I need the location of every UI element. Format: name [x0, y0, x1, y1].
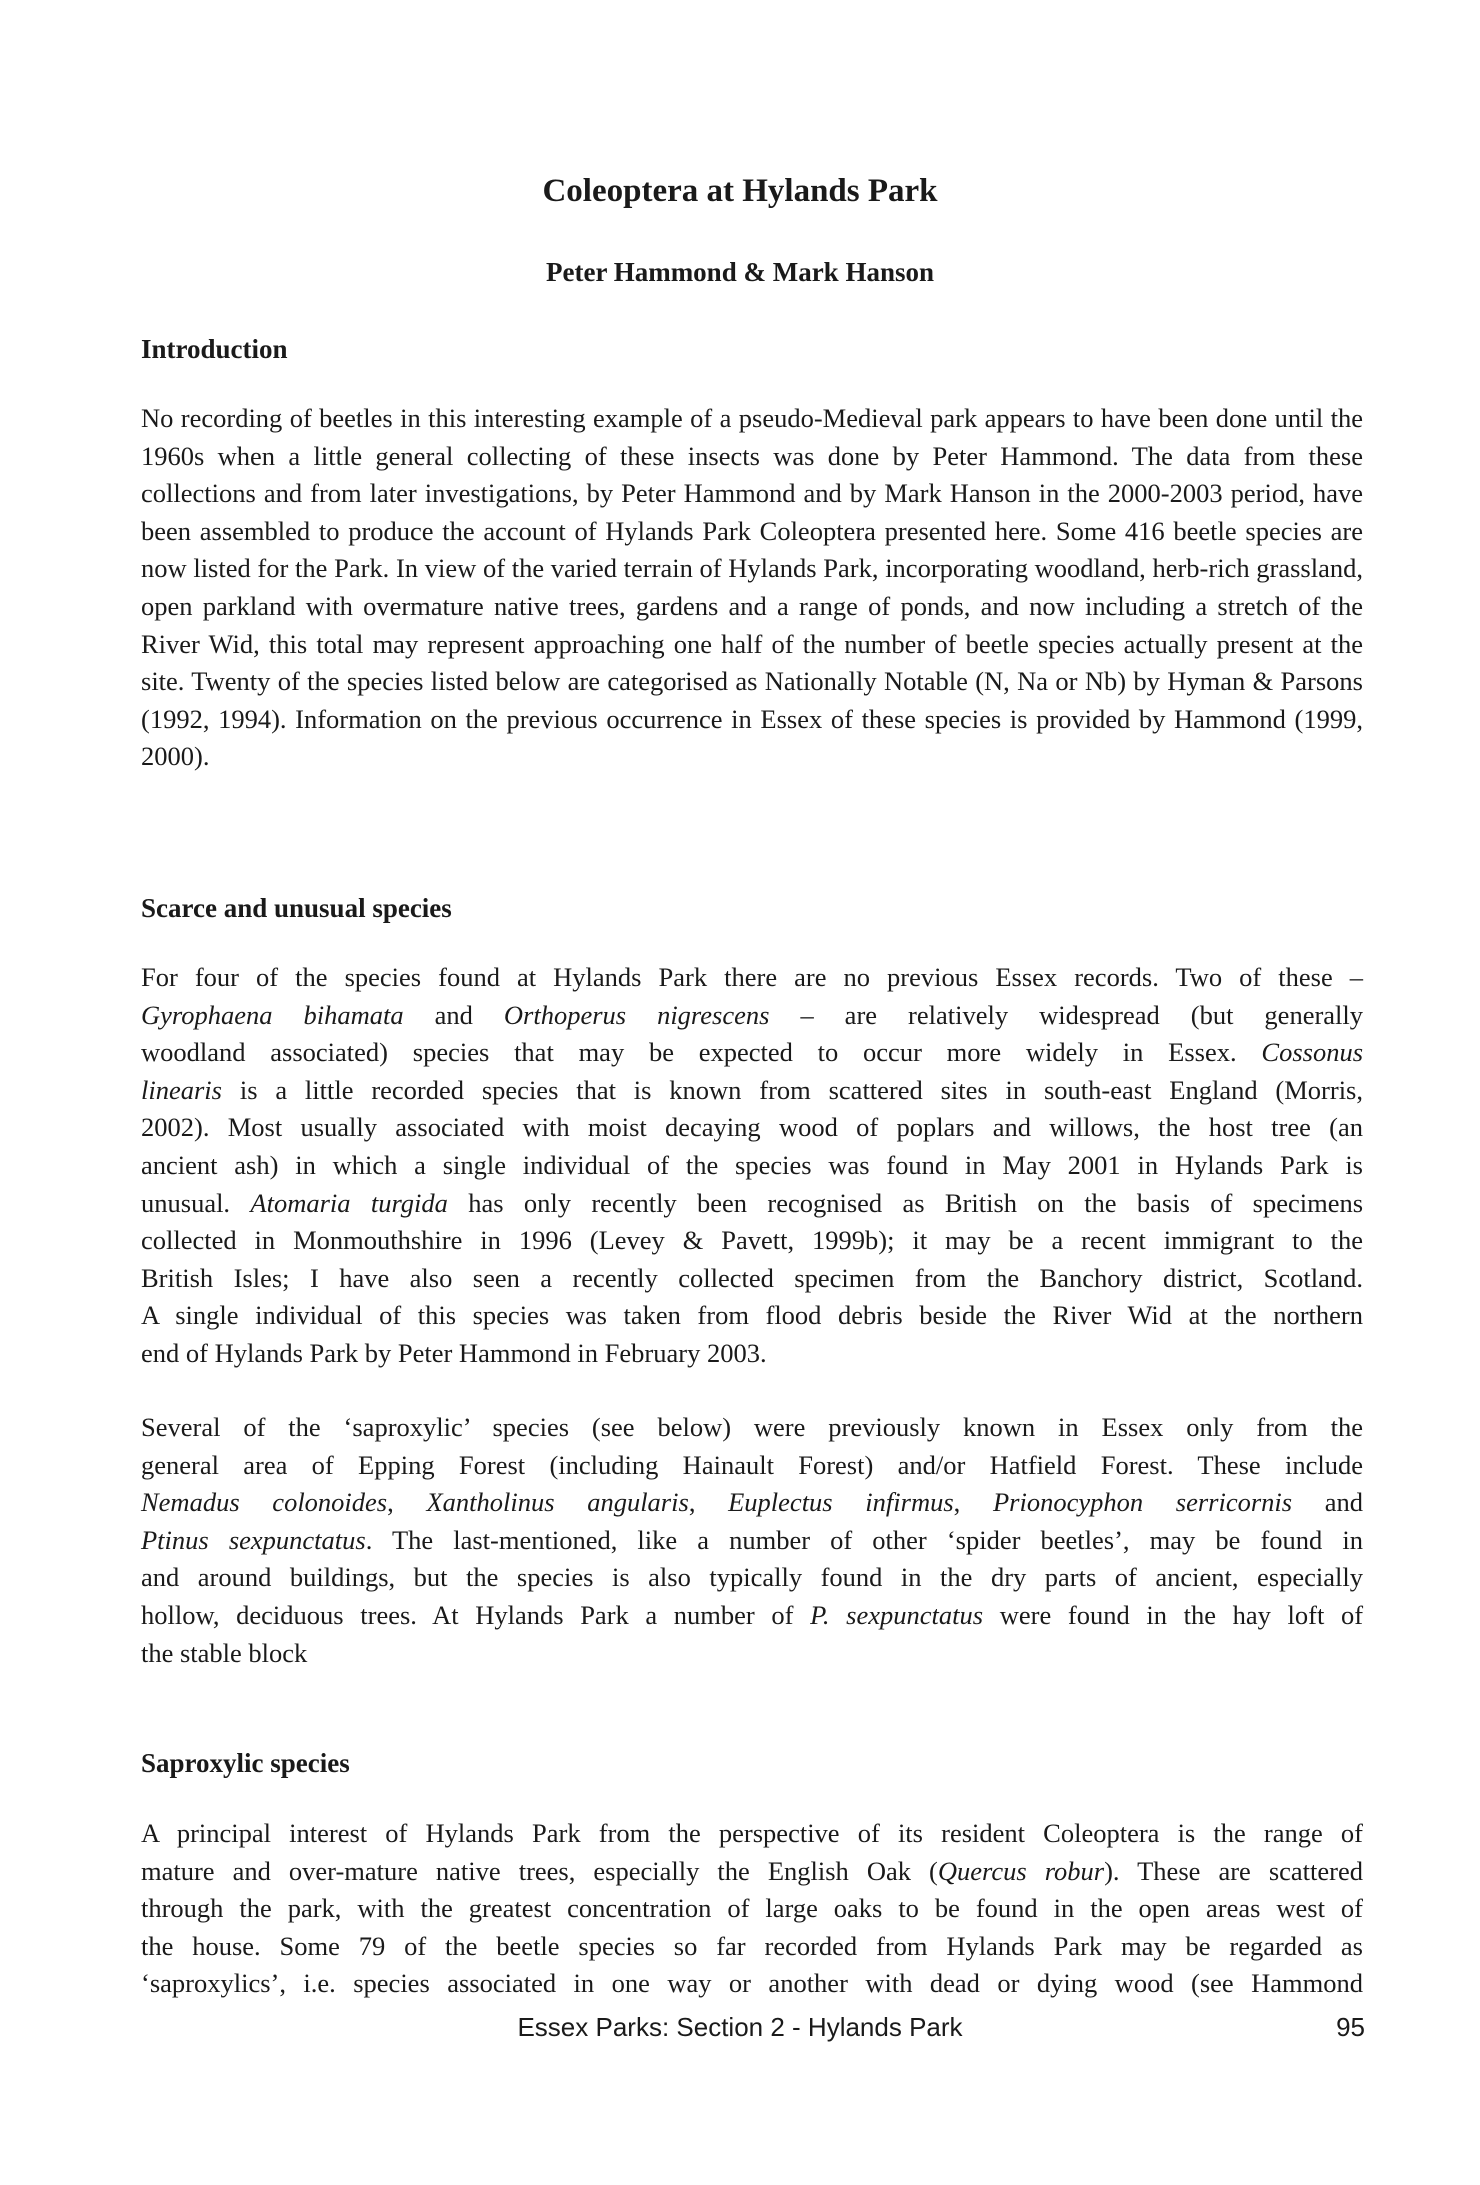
text-line: linearis is a little recorded species that is known from scattered sites in south-east England (Morris,: [141, 1074, 1363, 1105]
species-name: Gyrophaena bihamata: [141, 999, 404, 1030]
species-name: Prionocyphon serricornis: [992, 1487, 1293, 1518]
text-line: Several of the ‘saproxylic’ species (see below) were previously known in Essex only from the: [141, 1412, 1363, 1442]
text-line: collected in Monmouthshire in 1996 (Levey & Pavett, 1999b); it may be a recent immigrant to the: [141, 1225, 1363, 1256]
species-name: Atomaria turgida: [250, 1187, 448, 1218]
text-line: 2002). Most usually associated with moist decaying wood of poplars and willows, the host tree (an: [141, 1112, 1363, 1143]
text-line: Nemadus colonoides, Xantholinus angularis, Euplectus infirmus, Prionocyphon serricornis and: [141, 1487, 1364, 1518]
text-line: ‘saproxylics’, i.e. species associated in one way or another with dead or dying wood (see Hammond: [141, 1968, 1363, 1999]
section-heading-saproxylic: Saproxylic species: [141, 1748, 350, 1778]
species-name: Euplectus infirmus: [728, 1487, 954, 1518]
text-line: ancient ash) in which a single individual of the species was found in May 2001 in Hylands Park is: [141, 1149, 1363, 1180]
text-line: the house. Some 79 of the beetle species so far recorded from Hylands Park may be regarded as: [141, 1930, 1363, 1961]
text-line: end of Hylands Park by Peter Hammond in February 2003.: [141, 1337, 767, 1368]
text-line: hollow, deciduous trees. At Hylands Park a number of P. sexpunctatus were found in the hay loft of: [141, 1599, 1364, 1630]
article-authors: Peter Hammond & Mark Hanson: [546, 257, 934, 287]
text-line: general area of Epping Forest (including Hainault Forest) and/or Hatfield Forest. These include: [141, 1449, 1363, 1480]
text-line: the stable block: [141, 1637, 308, 1668]
running-title: Essex Parks: Section 2 - Hylands Park: [517, 2012, 963, 2042]
text-line: British Isles; I have also seen a recently collected specimen from the Banchory district, Scotland.: [141, 1262, 1363, 1293]
text-line: Ptinus sexpunctatus. The last-mentioned, like a number of other ‘spider beetles’, may be found in: [141, 1524, 1363, 1555]
text-line: through the park, with the greatest concentration of large oaks to be found in the open areas west of: [141, 1893, 1363, 1924]
species-name: linearis: [141, 1074, 222, 1105]
species-name: Orthoperus nigrescens: [503, 999, 770, 1030]
text-line: mature and over-mature native trees, especially the English Oak (Quercus robur). These are scattered: [141, 1855, 1363, 1886]
text-line: woodland associated) species that may be expected to occur more widely in Essex. Cossonus: [141, 1037, 1364, 1068]
species-name: Ptinus sexpunctatus: [141, 1524, 366, 1555]
species-name: Cossonus: [1261, 1037, 1364, 1068]
article-title: Coleoptera at Hylands Park: [542, 173, 938, 209]
species-name: Nemadus colonoides: [141, 1487, 388, 1518]
text-line: Gyrophaena bihamata and Orthoperus nigrescens – are relatively widespread (but generally: [141, 999, 1364, 1030]
species-name: Quercus robur: [937, 1855, 1105, 1886]
text-line: A principal interest of Hylands Park from the perspective of its resident Coleoptera is the range of: [141, 1818, 1363, 1848]
saproxylic-paragraph-1: [141, 1815, 1363, 2003]
scarce-paragraph-2: [141, 1409, 1363, 1672]
text-line: A single individual of this species was taken from flood debris beside the River Wid at the northern: [141, 1300, 1363, 1331]
species-name: Xantholinus angularis: [426, 1487, 689, 1518]
scarce-paragraph-1: [141, 959, 1363, 1373]
text-line: For four of the species found at Hylands Park there are no previous Essex records. Two of these –: [141, 962, 1363, 992]
section-heading-scarce: Scarce and unusual species: [141, 893, 452, 923]
species-name: P. sexpunctatus: [810, 1599, 984, 1630]
text-line: and around buildings, but the species is also typically found in the dry parts of ancient, especially: [141, 1562, 1363, 1593]
text-line: unusual. Atomaria turgida has only recently been recognised as British on the basis of specimens: [141, 1187, 1364, 1218]
section-heading-introduction: Introduction: [141, 334, 288, 364]
introduction-paragraph: No recording of beetles in this interesting example of a pseudo-Medieval park appears to have been done until the 1960s when a little general collecting of these insects was done by Peter Hammond. The data from these collections and from later investigations, by Peter Hammond and by Mark Hanson in the 2000-2003 period, have been assembled to produce the account of Hylands Park Coleoptera presented here. Some 416 beetle species are now listed for the Park. In view of the varied terrain of Hylands Park, incorporating woodland, herb-rich grassland, open parkland with overmature native trees, gardens and a range of ponds, and now including a stretch of the River Wid, this total may represent approaching one half of the number of beetle species actually present at the site. Twenty of the species listed below are categorised as Nationally Notable (N, Na or Nb) by Hyman & Parsons (1992, 1994). Information on the previous occurrence in Essex of these species is provided by Hammond (1999, 2000).: [141, 403, 1363, 772]
page-number: 95: [1336, 2012, 1365, 2042]
